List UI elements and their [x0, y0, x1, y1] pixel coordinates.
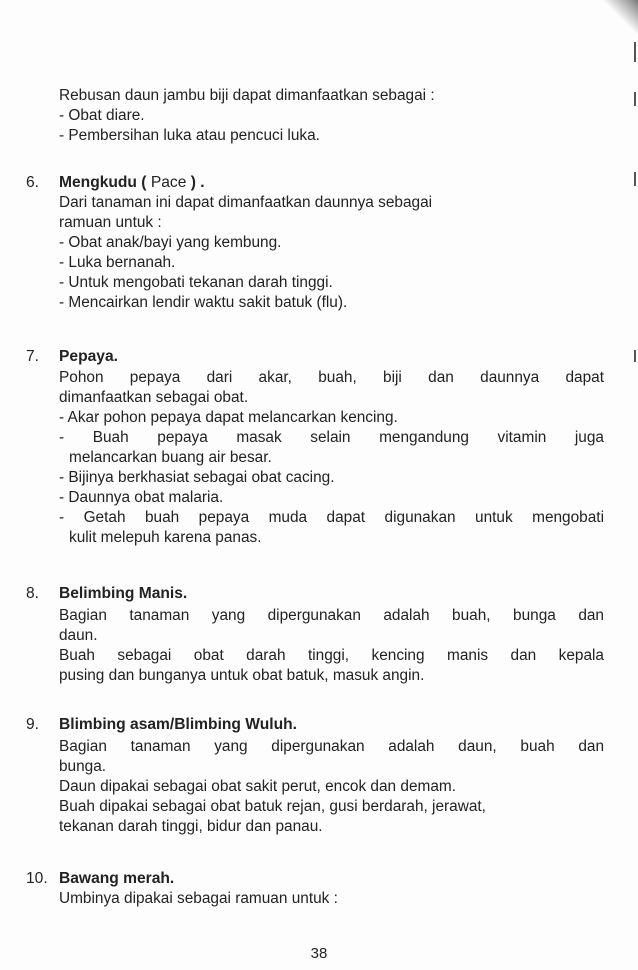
section-number: 8.: [26, 585, 40, 602]
list-item: - Buah pepaya masak selain mengandung vitamin juga: [59, 429, 604, 446]
list-item: - Luka bernanah.: [59, 254, 176, 271]
text-line: pusing dan bunganya untuk obat batuk, masuk angin.: [59, 667, 425, 684]
scan-edge-mark: [634, 172, 636, 186]
section-number: 9.: [26, 716, 40, 733]
text-line: Buah dipakai sebagai obat batuk rejan, gusi berdarah, jerawat,: [59, 798, 486, 815]
list-item: - Obat anak/bayi yang kembung.: [59, 234, 282, 251]
section-heading-9: [26, 715, 297, 735]
text-line: Rebusan daun jambu biji dapat dimanfaatkan sebagai :: [59, 87, 435, 104]
section-heading-7: [26, 347, 118, 367]
list-item-continuation: melancarkan buang air besar.: [69, 449, 272, 466]
text-line: Pohon pepaya dari akar, buah, biji dan daunnya dapat: [59, 369, 604, 386]
list-item-continuation: kulit melepuh karena panas.: [69, 529, 262, 546]
text-line: Buah sebagai obat darah tinggi, kencing manis dan kepala: [59, 647, 604, 664]
section-title: Belimbing Manis.: [59, 585, 188, 602]
list-item: - Untuk mengobati tekanan darah tinggi.: [59, 274, 333, 291]
text-line: Dari tanaman ini dapat dimanfaatkan daunnya sebagai: [59, 194, 433, 211]
list-item: - Akar pohon pepaya dapat melancarkan kencing.: [59, 409, 398, 426]
section-body-9: [59, 737, 604, 837]
text-line: dimanfaatkan sebagai obat.: [59, 389, 249, 406]
section-title: Blimbing asam/Blimbing Wuluh.: [59, 716, 297, 733]
text-line: Umbinya dipakai sebagai ramuan untuk :: [59, 890, 338, 907]
text-line: Bagian tanaman yang dipergunakan adalah daun, buah dan: [59, 738, 604, 755]
text-line: - Pembersihan luka atau pencuci luka.: [59, 127, 320, 144]
list-item: - Daunnya obat malaria.: [59, 489, 224, 506]
page-number: 38: [310, 945, 328, 962]
text-line: bunga.: [59, 758, 107, 775]
scan-edge-mark: [634, 350, 636, 362]
section-heading-8: [26, 584, 187, 604]
list-item: - Mencairkan lendir waktu sakit batuk (flu).: [59, 294, 348, 311]
section-title: Bawang merah.: [59, 870, 175, 887]
section-number: 7.: [26, 348, 40, 365]
section-title: Pepaya.: [59, 348, 118, 365]
text-line: - Obat diare.: [59, 107, 145, 124]
section-number: 10.: [26, 870, 48, 887]
section-number: 6.: [26, 174, 40, 191]
section-title: Mengkudu ( Pace ) .: [59, 174, 205, 191]
text-line: Daun dipakai sebagai obat sakit perut, encok dan demam.: [59, 778, 456, 795]
section-body-6: [59, 193, 604, 313]
section-heading-10: [26, 869, 174, 889]
list-item: - Getah buah pepaya muda dapat digunakan untuk mengobati: [59, 509, 604, 526]
section-body-8: [59, 606, 604, 686]
text-line: tekanan darah tinggi, bidur dan panau.: [59, 818, 323, 835]
scan-corner-shadow: [604, 0, 638, 34]
section-heading-6: [26, 173, 205, 193]
text-line: Bagian tanaman yang dipergunakan adalah buah, bunga dan: [59, 607, 604, 624]
intro-paragraph: [59, 86, 604, 146]
text-line: ramuan untuk :: [59, 214, 162, 231]
section-body-7: [59, 368, 604, 548]
scan-edge-mark: [634, 42, 636, 62]
text-line: daun.: [59, 627, 98, 644]
list-item: - Bijinya berkhasiat sebagai obat cacing.: [59, 469, 335, 486]
scan-edge-mark: [634, 92, 636, 106]
section-body-10: [59, 889, 604, 909]
